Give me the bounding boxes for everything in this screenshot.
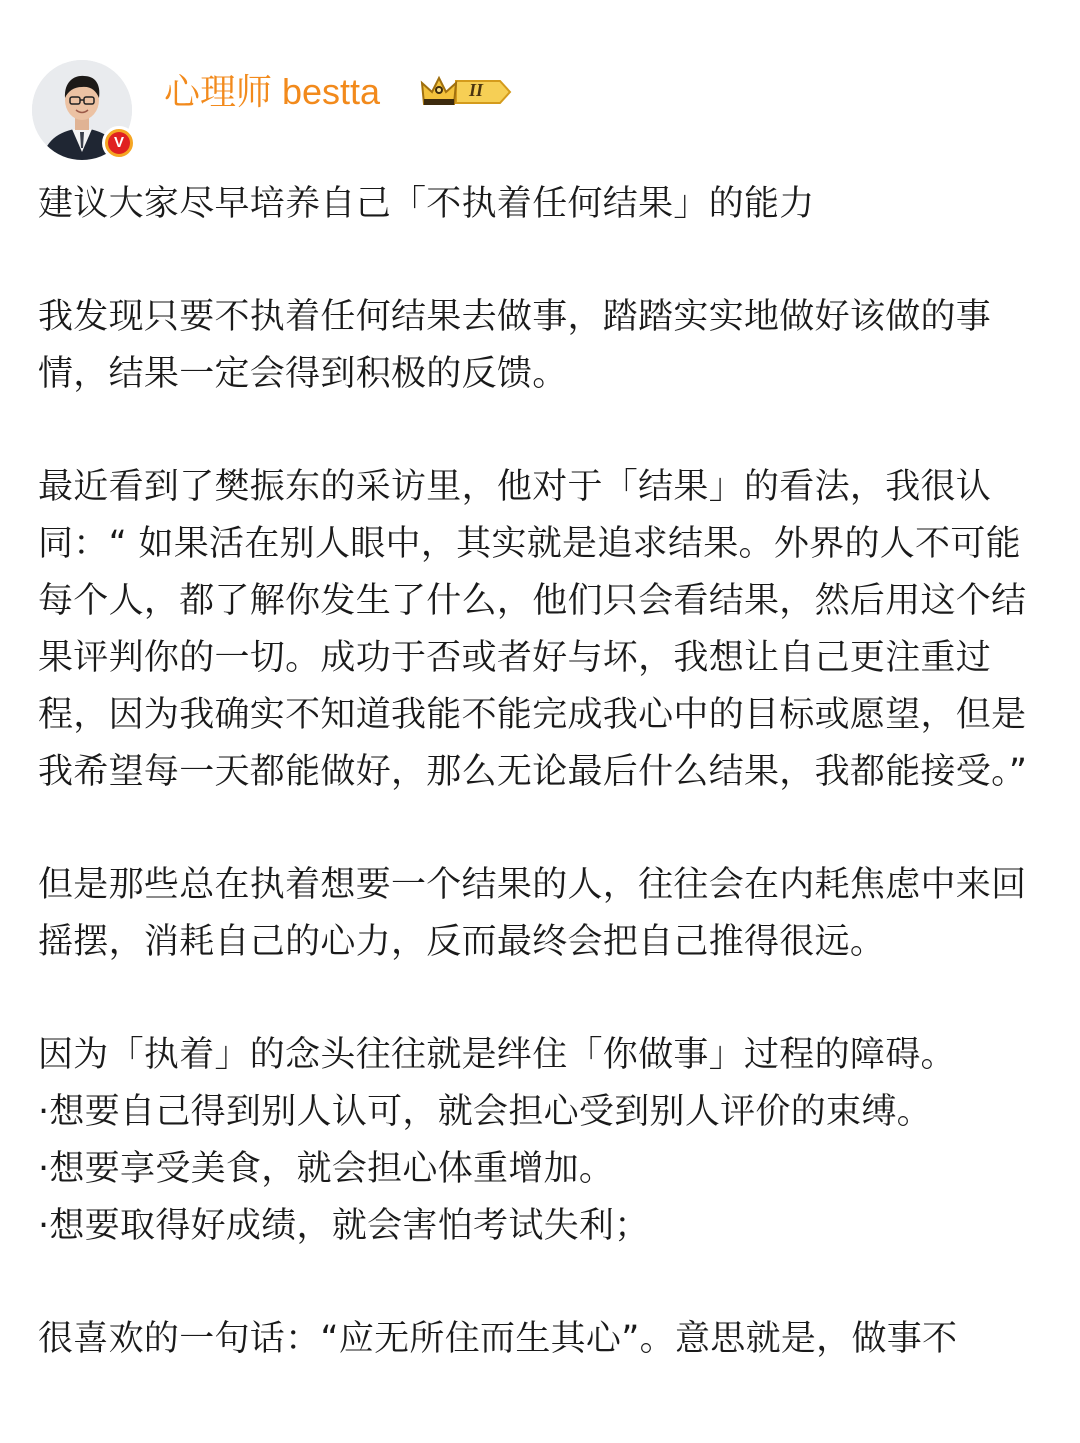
vip-level bbox=[420, 74, 512, 110]
verified-mark: V bbox=[108, 132, 130, 154]
author-name[interactable]: 心理师 bestta bbox=[164, 71, 381, 112]
post-paragraph: 我发现只要不执着任何结果去做事，踏踏实实地做好该做的事情，结果一定会得到积极的反馈。 bbox=[38, 297, 992, 394]
post-paragraph: 最近看到了樊振东的采访里，他对于「结果」的看法，我很认同：“ 如果活在别人眼中，其实就是追求结果。外界的人不可能每个人，都了解你发生了什么，他们只会看结果，然后用这个结果评判你的一切。成功于否或者好与坏，我想让自己更注重过程，因为我确实不知道我能不能完成我心中的目标或愿望，但是我希望每一天都能做好，那么无论最后什么结果，我都能接受。” bbox=[38, 467, 1028, 792]
post-paragraph-closing: 很喜欢的一句话：“应无所住而生其心”。意思就是，做事不 bbox=[38, 1319, 958, 1359]
bullet-list bbox=[38, 1027, 1040, 1255]
post-header bbox=[32, 56, 1042, 166]
list-item: ·想要取得好成绩，就会害怕考试失利； bbox=[38, 1206, 650, 1246]
list-item: ·想要自己得到别人认可，就会担心受到别人评价的束缚。 bbox=[38, 1092, 932, 1132]
post-body bbox=[38, 176, 1040, 1368]
list-item: ·想要享受美食，就会担心体重增加。 bbox=[38, 1149, 615, 1189]
post-paragraph: 建议大家尽早培养自己「不执着任何结果」的能力 bbox=[38, 184, 815, 224]
list-intro: 因为「执着」的念头往往就是绊住「你做事」过程的障碍。 bbox=[38, 1035, 956, 1075]
post-paragraph: 但是那些总在执着想要一个结果的人，往往会在内耗焦虑中来回摇摆，消耗自己的心力，反而最终会把自己推得很远。 bbox=[38, 865, 1027, 962]
verified-v-badge-icon bbox=[102, 126, 136, 160]
crown-vip-badge-icon[interactable] bbox=[420, 74, 512, 110]
vip-level-label: II bbox=[469, 80, 484, 100]
